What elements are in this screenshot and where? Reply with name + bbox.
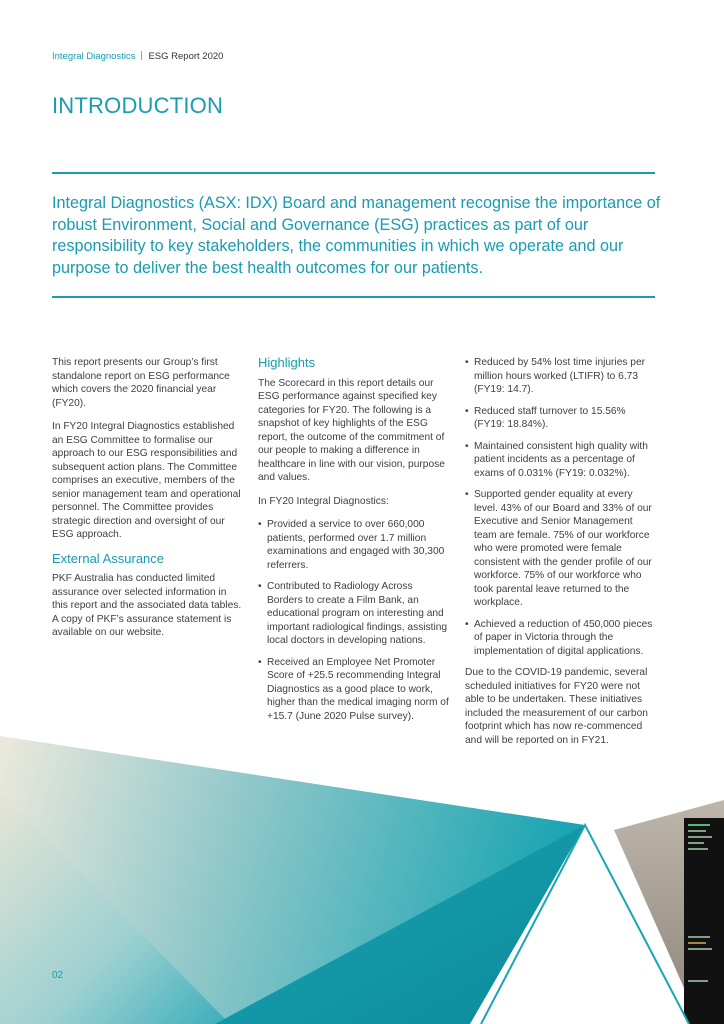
monitor-readout-line — [688, 824, 710, 826]
monitor-readout-line — [688, 942, 706, 944]
esg-committee-paragraph: In FY20 Integral Diagnostics established an ESG Committee to formalise our approach to our ESG responsibilities and subsequent action plans. The Committee comprises an executive, members of the senior management team and operational personnel. The Committee provides strategic direction and oversight of our ESG approach. — [52, 421, 241, 540]
running-header — [52, 51, 223, 62]
highlights-heading: Highlights — [258, 355, 316, 370]
covid-note-paragraph: Due to the COVID-19 pandemic, several scheduled initiatives for FY20 were not able to be undertaken. These initiatives included the measurement of our carbon footprint which has now re-commenced and will be reported on in FY21. — [465, 667, 648, 746]
column-2 — [258, 356, 450, 731]
monitor-readout-line — [688, 948, 712, 950]
header-brand: Integral Diagnostics — [52, 51, 136, 62]
list-item: • Reduced staff turnover to 15.56% (FY19: 18.84%). — [465, 405, 655, 432]
highlights-lead-in: In FY20 Integral Diagnostics: — [258, 495, 389, 507]
highlights-list — [258, 518, 450, 723]
assurance-paragraph: PKF Australia has conducted limited assurance over selected information in this report and the associated data tables. A copy of PKF’s assurance statement is available on our website. — [52, 573, 242, 638]
header-report-title: ESG Report 2020 — [148, 51, 224, 62]
highlights-list-continued — [465, 356, 655, 658]
report-overview-paragraph: This report presents our Group’s first standalone report on ESG performance which covers the 2020 financial year (FY20). — [52, 357, 230, 409]
bottom-rule — [52, 296, 655, 298]
intro-statement: Integral Diagnostics (ASX: IDX) Board and management recognise the importance of robust Environment, Social and Governance (ESG) practices as part of our responsibility to key stakeholders, the communities in which we operate and our purpose to deliver the best health outcomes for our patients. — [52, 194, 661, 277]
list-item: • Reduced by 54% lost time injuries per million hours worked (LTIFR) to 6.73 (FY19: 14.7). — [465, 356, 655, 397]
column-1 — [52, 356, 244, 650]
header-divider — [141, 51, 142, 60]
page-number: 02 — [52, 970, 64, 981]
monitor-readout-line — [688, 842, 704, 844]
list-item: • Provided a service to over 660,000 patients, performed over 1.7 million examinations and engaged with 30,300 referrers. — [258, 518, 450, 572]
list-item: • Contributed to Radiology Across Borders to create a Film Bank, an educational program on interesting and important radiological findings, assisting local doctors in developing nations. — [258, 580, 450, 648]
monitor-readout-line — [688, 936, 710, 938]
page-title: INTRODUCTION — [52, 93, 224, 118]
list-item: • Received an Employee Net Promoter Score of +25.5 recommending Integral Diagnostics as a good place to work, higher than the medical imaging norm of +15.7 (June 2020 Pulse survey). — [258, 656, 450, 724]
list-item: • Supported gender equality at every level. 43% of our Board and 33% of our Executive and Senior Management team are female. 75% of our workforce who were promoted were female consistent with the gender profile of our workforce. 75% of our workforce who took parental leave returned to the workplace. — [465, 488, 655, 610]
highlights-intro-paragraph: The Scorecard in this report details our ESG performance against specified key categories for FY20. The following is a snapshot of key highlights of the ESG report, the outcome of the commitment of our people to making a difference in healthcare in line with our vision, purpose and values. — [258, 377, 445, 483]
list-item: • Achieved a reduction of 450,000 pieces of paper in Victoria through the implementation of digital applications. — [465, 618, 655, 659]
top-rule — [52, 172, 655, 174]
monitor-readout-line — [688, 980, 708, 982]
monitor-readout-line — [688, 848, 708, 850]
external-assurance-heading: External Assurance — [52, 550, 165, 566]
monitor-readout-line — [688, 830, 706, 832]
decorative-triangle-graphic — [0, 730, 724, 1024]
monitor-readout-line — [688, 836, 712, 838]
list-item: • Maintained consistent high quality with patient incidents as a percentage of exams of 0.031% (FY19: 0.032%). — [465, 440, 655, 481]
column-3 — [465, 356, 655, 757]
